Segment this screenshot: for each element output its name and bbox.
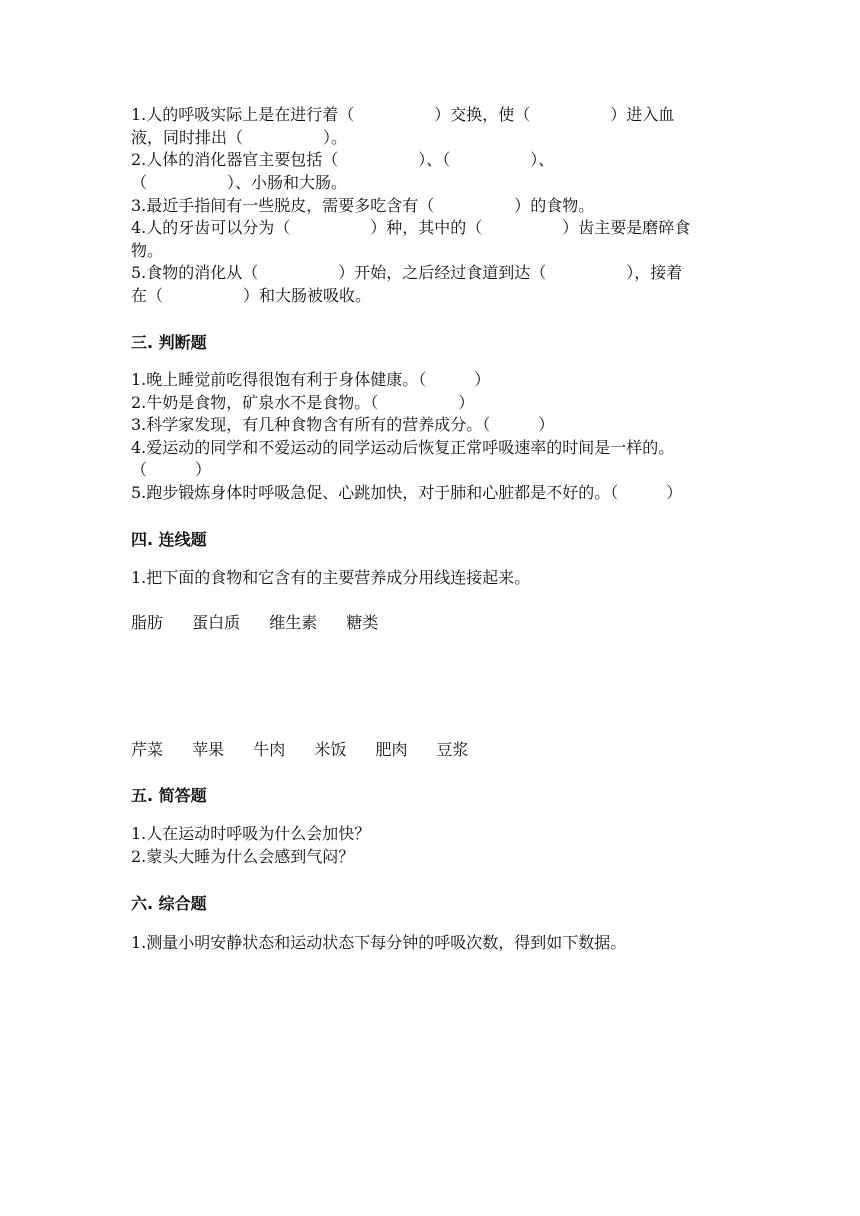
fill-in-line: 3.最近手指间有一些脱皮，需要多吃含有（ ）的食物。 [131, 196, 595, 215]
nutrient-word: 糖类 [346, 613, 379, 632]
section-title-judgement: 三. 判断题 [131, 333, 207, 352]
food-word: 豆浆 [436, 740, 469, 759]
fill-in-line: 在（ ）和大肠被吸收。 [131, 286, 372, 305]
fill-in-line: 5.食物的消化从（ ）开始，之后经过食道到达（ ），接着 [131, 263, 683, 282]
section-title-matching: 四. 连线题 [131, 530, 207, 549]
judgement-item: 3.科学家发现，有几种食物含有所有的营养成分。（ ） [131, 415, 555, 434]
judgement-item: 2.牛奶是食物，矿泉水不是食物。（ ） [131, 393, 475, 412]
short-answer-item: 1.人在运动时呼吸为什么会加快？ [131, 824, 371, 843]
short-answer-item: 2.蒙头大睡为什么会感到气闷？ [131, 847, 355, 866]
fill-in-line: 物。 [131, 241, 164, 260]
fill-in-line: 液，同时排出（ ）。 [131, 128, 348, 147]
fill-in-line: 4.人的牙齿可以分为（ ）种，其中的（ ）齿主要是磨碎食 [131, 218, 691, 237]
fill-in-line: （ ）、小肠和大肠。 [131, 173, 348, 192]
fill-in-line: 1.人的呼吸实际上是在进行着（ ）交换，使（ ）进入血 [131, 105, 675, 124]
nutrient-word: 维生素 [269, 613, 318, 632]
fill-in-line: 2.人体的消化器官主要包括（ ）、（ ）、 [131, 150, 555, 169]
section-title-comprehensive: 六. 综合题 [131, 894, 207, 913]
comprehensive-item: 1.测量小明安静状态和运动状态下每分钟的呼吸次数，得到如下数据。 [131, 933, 627, 952]
food-list [131, 737, 493, 760]
food-word: 芹菜 [131, 740, 164, 759]
matching-question: 1.把下面的食物和它含有的主要营养成分用线连接起来。 [131, 568, 531, 587]
nutrient-word: 脂肪 [131, 613, 164, 632]
section-title-short-answer: 五. 简答题 [131, 786, 207, 805]
judgement-item: （ ） [131, 460, 212, 479]
food-word: 苹果 [192, 740, 225, 759]
judgement-item: 1.晚上睡觉前吃得很饱有利于身体健康。（ ） [131, 370, 491, 389]
judgement-item: 5.跑步锻炼身体时呼吸急促、心跳加快，对于肺和心脏都是不好的。（ ） [131, 483, 683, 502]
nutrient-list [131, 610, 402, 633]
nutrient-word: 蛋白质 [192, 613, 241, 632]
food-word: 肥肉 [375, 740, 408, 759]
judgement-item: 4.爱运动的同学和不爱运动的同学运动后恢复正常呼吸速率的时间是一样的。 [131, 438, 675, 457]
food-word: 牛肉 [253, 740, 286, 759]
food-word: 米饭 [314, 740, 347, 759]
